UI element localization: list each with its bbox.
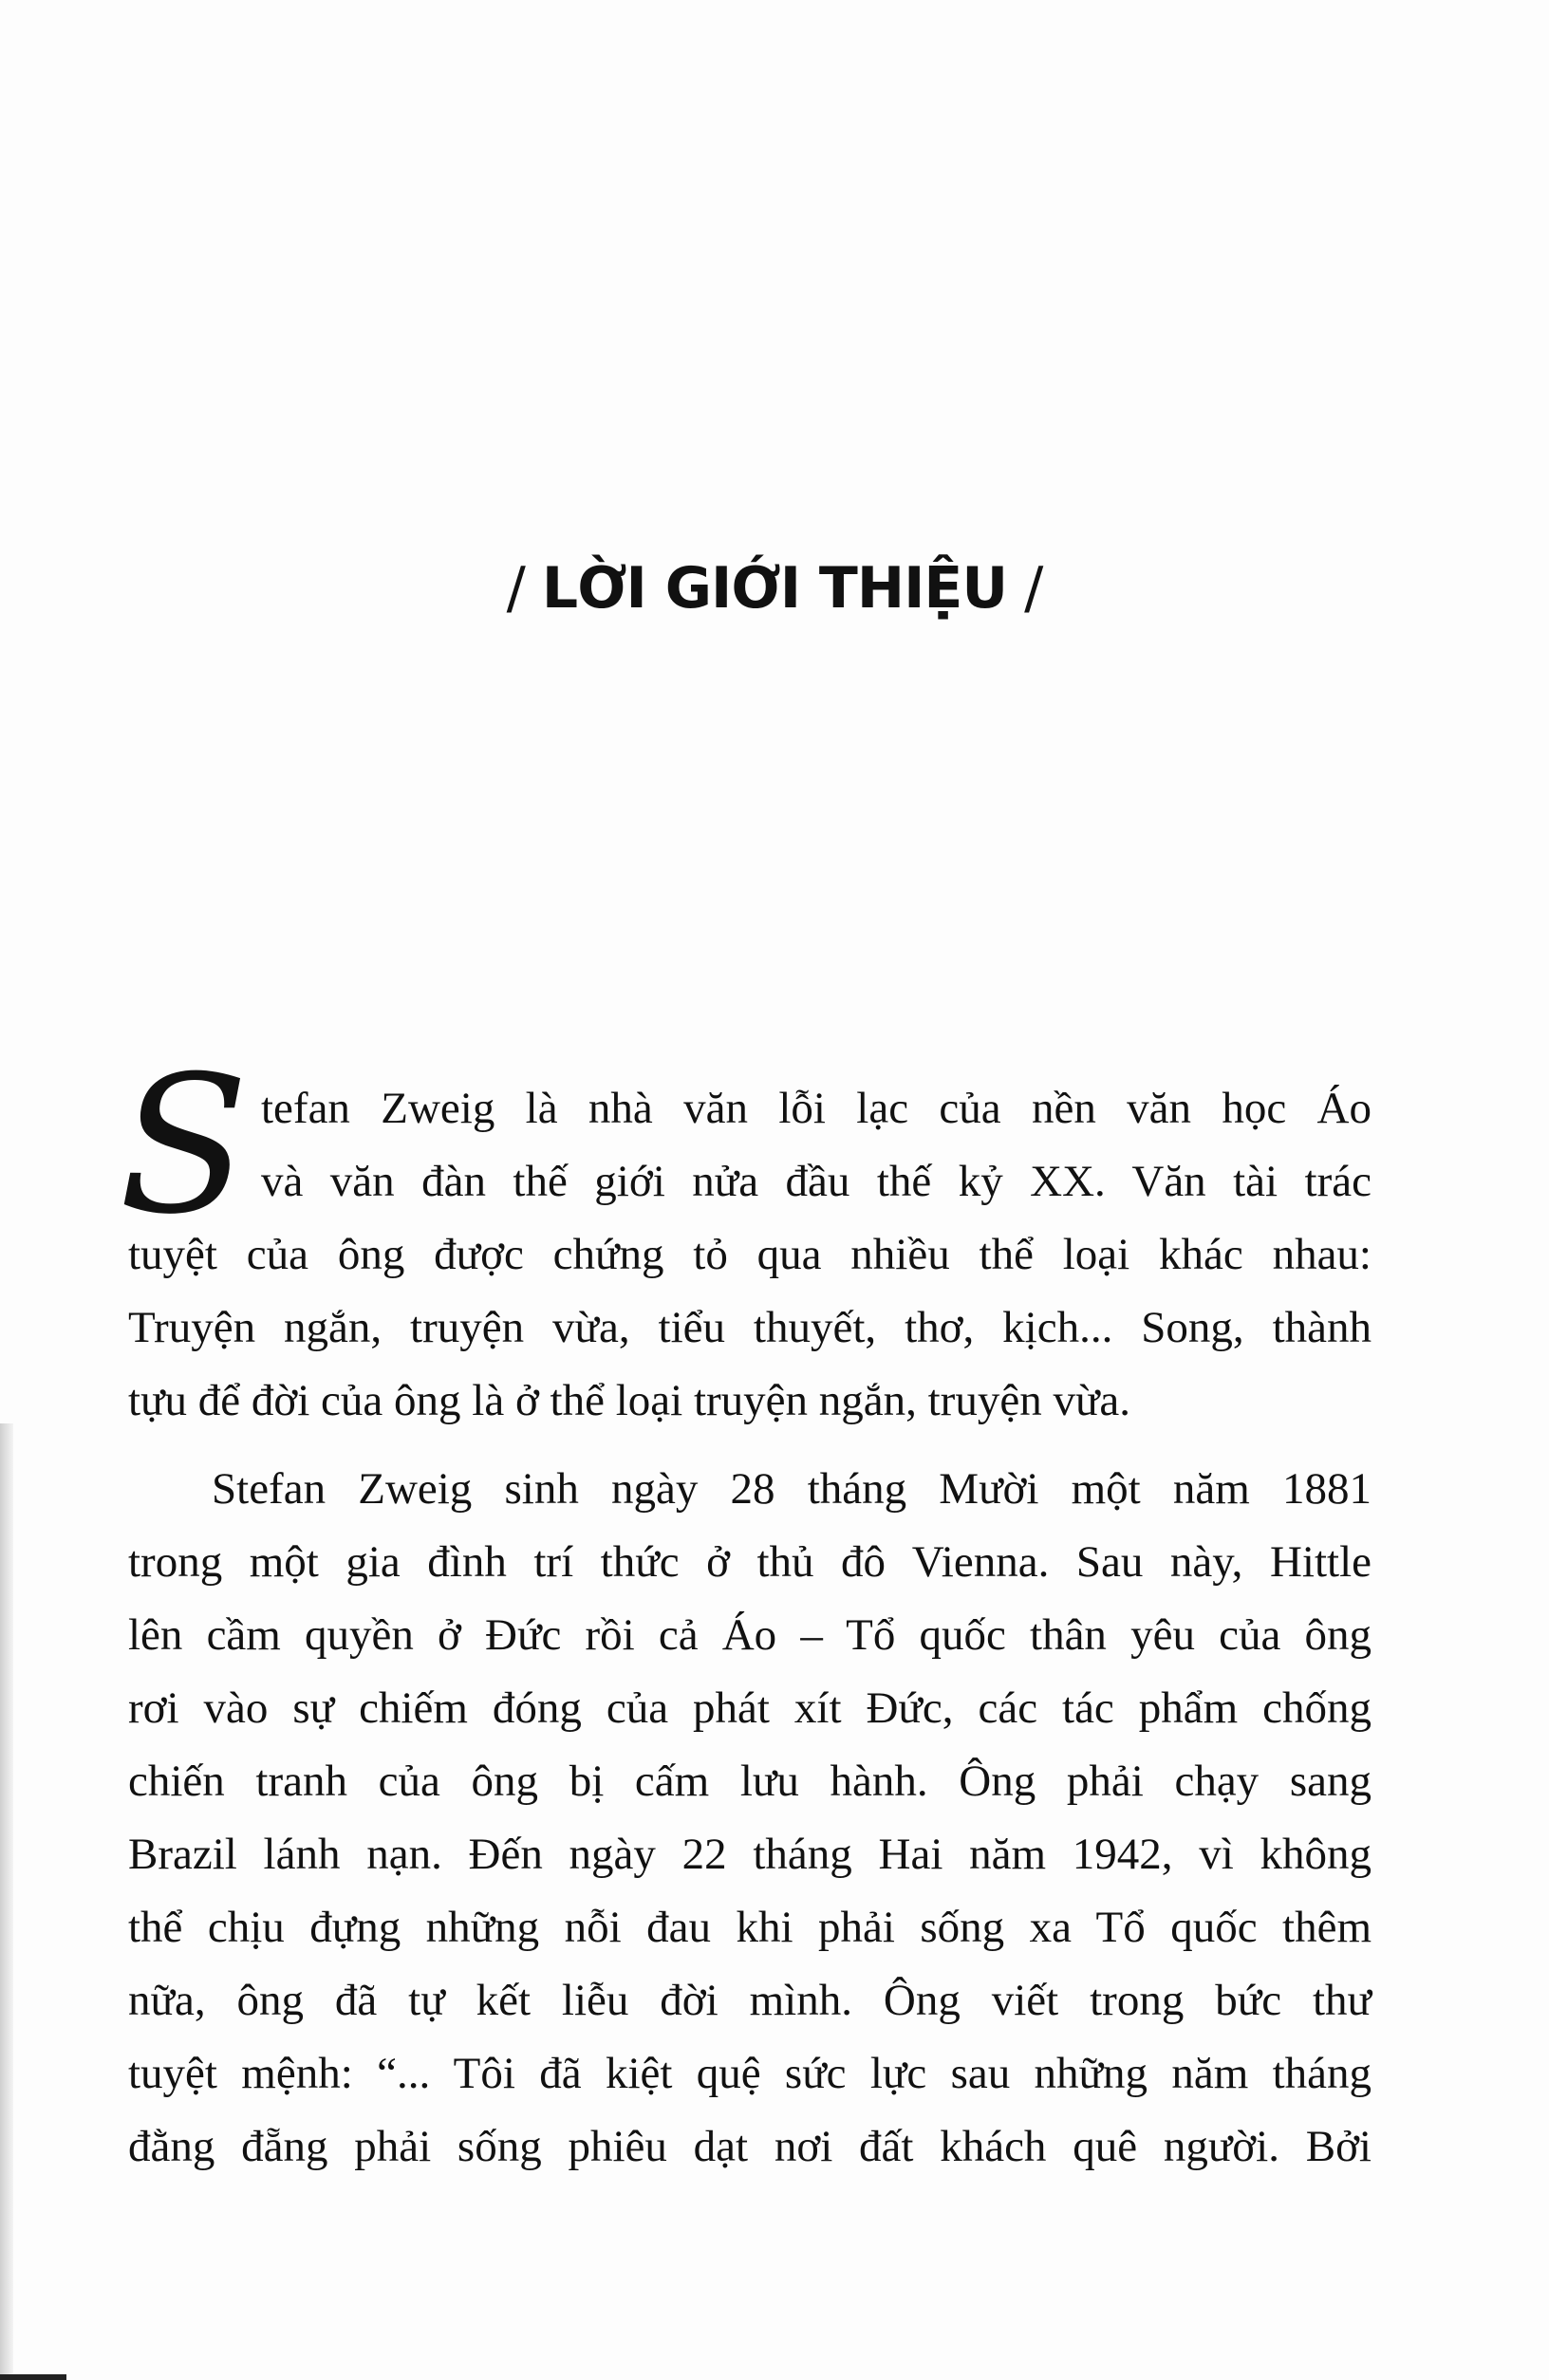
text-line: lên cầm quyền ở Đức rồi cả Áo – Tổ quốc thân yêu của ông: [128, 1610, 1372, 1660]
text-line: tựu để đời của ông là ở thể loại truyện ngắn, truyện vừa.: [128, 1376, 1131, 1425]
text-line: rơi vào sự chiếm đóng của phát xít Đức, các tác phẩm chống: [128, 1683, 1372, 1733]
page-edge-mark: [0, 2374, 66, 2380]
text-line: đằng đẵng phải sống phiêu dạt nơi đất khách quê người. Bởi: [128, 2122, 1372, 2171]
text-line: Truyện ngắn, truyện vừa, tiểu thuyết, thơ, kịch... Song, thành: [128, 1303, 1372, 1352]
text-line: và văn đàn thế giới nửa đầu thế kỷ XX. Văn tài trác: [261, 1157, 1372, 1206]
text-line: chiến tranh của ông bị cấm lưu hành. Ông phải chạy sang: [128, 1757, 1372, 1806]
title-slash-right: /: [1024, 555, 1043, 622]
page-edge-shadow: [0, 1423, 13, 2380]
text-line: Brazil lánh nạn. Đến ngày 22 tháng Hai năm 1942, vì không: [128, 1830, 1372, 1879]
paragraph-1: [119, 1035, 1372, 1438]
paragraph-2: [128, 1453, 1372, 2184]
chapter-title: [0, 555, 1549, 622]
text-line: nữa, ông đã tự kết liễu đời mình. Ông viết trong bức thư: [128, 1976, 1372, 2025]
body-text: [119, 1035, 1372, 2184]
text-line: tefan Zweig là nhà văn lỗi lạc của nền văn học Áo: [261, 1084, 1372, 1133]
text-line: Stefan Zweig sinh ngày 28 tháng Mười một năm 1881: [212, 1464, 1372, 1514]
text-line: trong một gia đình trí thức ở thủ đô Vienna. Sau này, Hittle: [128, 1537, 1372, 1587]
title-text: LỜI GIỚI THIỆU: [541, 555, 1008, 622]
text-line: tuyệt mệnh: “... Tôi đã kiệt quệ sức lực sau những năm tháng: [128, 2049, 1372, 2098]
text-line: tuyệt của ông được chứng tỏ qua nhiều thể loại khác nhau:: [128, 1230, 1372, 1279]
title-slash-left: /: [506, 555, 525, 622]
drop-cap: S: [119, 1035, 250, 1256]
text-line: thể chịu đựng những nỗi đau khi phải sống xa Tổ quốc thêm: [128, 1903, 1372, 1952]
